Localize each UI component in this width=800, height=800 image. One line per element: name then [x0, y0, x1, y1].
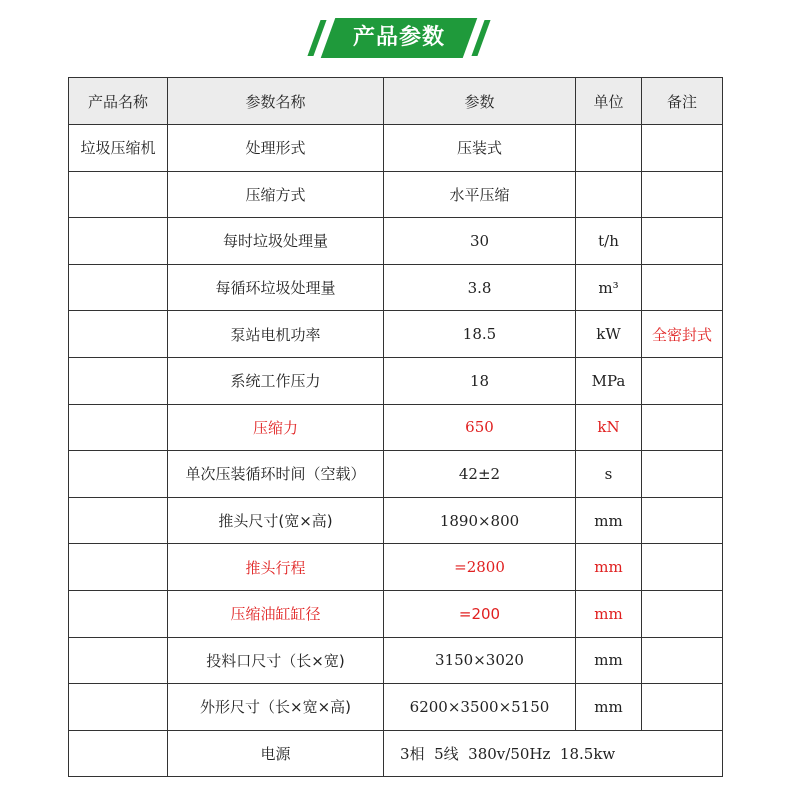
header-note: 备注 — [642, 78, 723, 125]
product-name-cell — [69, 264, 168, 311]
param-name-cell: 处理形式 — [168, 125, 384, 172]
unit-cell: kW — [576, 311, 642, 358]
unit-cell: mm — [576, 637, 642, 684]
param-name-cell: 每循环垃圾处理量 — [168, 264, 384, 311]
param-value-cell: 3150×3020 — [384, 637, 576, 684]
note-cell: 全密封式 — [642, 311, 723, 358]
header-product-name: 产品名称 — [69, 78, 168, 125]
unit-cell: mm — [576, 497, 642, 544]
param-name-cell: 压缩方式 — [168, 171, 384, 218]
param-value-cell: =2800 — [384, 544, 576, 591]
product-name-cell — [69, 497, 168, 544]
param-value-cell: 30 — [384, 218, 576, 265]
table-row — [69, 218, 723, 265]
page-title: 产品参数 — [352, 25, 445, 50]
unit-cell — [576, 125, 642, 172]
note-cell — [642, 125, 723, 172]
param-name-cell: 泵站电机功率 — [168, 311, 384, 358]
note-cell — [642, 590, 723, 637]
note-cell — [642, 497, 723, 544]
parameter-table — [68, 77, 723, 777]
product-name-cell — [69, 311, 168, 358]
table-row — [69, 590, 723, 637]
unit-cell: MPa — [576, 357, 642, 404]
product-name-cell — [69, 684, 168, 731]
note-cell — [642, 684, 723, 731]
table-row — [69, 544, 723, 591]
param-value-cell: 3.8 — [384, 264, 576, 311]
unit-cell: t/h — [576, 218, 642, 265]
table-row — [69, 125, 723, 172]
product-name-cell — [69, 357, 168, 404]
unit-cell: m³ — [576, 264, 642, 311]
table-row — [69, 404, 723, 451]
note-cell — [642, 404, 723, 451]
product-name-cell: 垃圾压缩机 — [69, 125, 168, 172]
param-name-cell: 推头尺寸(宽×高) — [168, 497, 384, 544]
table-row — [69, 311, 723, 358]
param-name-cell: 压缩油缸缸径 — [168, 590, 384, 637]
note-cell — [642, 544, 723, 591]
table-row — [69, 637, 723, 684]
table-row — [69, 497, 723, 544]
product-name-cell — [69, 404, 168, 451]
unit-cell: s — [576, 451, 642, 498]
param-value-cell: 650 — [384, 404, 576, 451]
param-value-cell: 42±2 — [384, 451, 576, 498]
product-name-cell — [69, 544, 168, 591]
param-name-cell: 外形尺寸（长×宽×高) — [168, 684, 384, 731]
note-cell — [642, 218, 723, 265]
product-name-cell — [69, 171, 168, 218]
title-banner — [314, 18, 484, 58]
param-value-cell: 1890×800 — [384, 497, 576, 544]
table-header-row — [69, 78, 723, 125]
note-cell — [642, 637, 723, 684]
unit-cell: mm — [576, 684, 642, 731]
param-name-cell: 每时垃圾处理量 — [168, 218, 384, 265]
table-row — [69, 264, 723, 311]
header-param-name: 参数名称 — [168, 78, 384, 125]
param-name-cell: 投料口尺寸（长×宽) — [168, 637, 384, 684]
note-cell — [642, 451, 723, 498]
header-param-value: 参数 — [384, 78, 576, 125]
note-cell — [642, 171, 723, 218]
header-unit: 单位 — [576, 78, 642, 125]
table-row-power-supply — [69, 730, 723, 777]
note-cell — [642, 357, 723, 404]
param-value-cell: 18.5 — [384, 311, 576, 358]
param-name-cell: 系统工作压力 — [168, 357, 384, 404]
unit-cell: kN — [576, 404, 642, 451]
product-name-cell — [69, 451, 168, 498]
product-name-cell — [69, 637, 168, 684]
table-row — [69, 684, 723, 731]
param-name-cell: 单次压装循环时间（空载） — [168, 451, 384, 498]
param-name-cell: 压缩力 — [168, 404, 384, 451]
param-value-cell: 6200×3500×5150 — [384, 684, 576, 731]
param-value-cell: 水平压缩 — [384, 171, 576, 218]
param-value-cell: =200 — [384, 590, 576, 637]
param-value-cell: 压装式 — [384, 125, 576, 172]
param-name-cell: 推头行程 — [168, 544, 384, 591]
unit-cell: mm — [576, 544, 642, 591]
table-row — [69, 451, 723, 498]
product-name-cell — [69, 218, 168, 265]
note-cell — [642, 264, 723, 311]
param-value-cell: 18 — [384, 357, 576, 404]
unit-cell — [576, 171, 642, 218]
product-name-cell — [69, 730, 168, 777]
power-supply-value-cell: 3相 5线 380v/50Hz 18.5kw — [384, 730, 723, 777]
table-row — [69, 357, 723, 404]
table-row — [69, 171, 723, 218]
param-name-cell: 电源 — [168, 730, 384, 777]
unit-cell: mm — [576, 590, 642, 637]
product-name-cell — [69, 590, 168, 637]
